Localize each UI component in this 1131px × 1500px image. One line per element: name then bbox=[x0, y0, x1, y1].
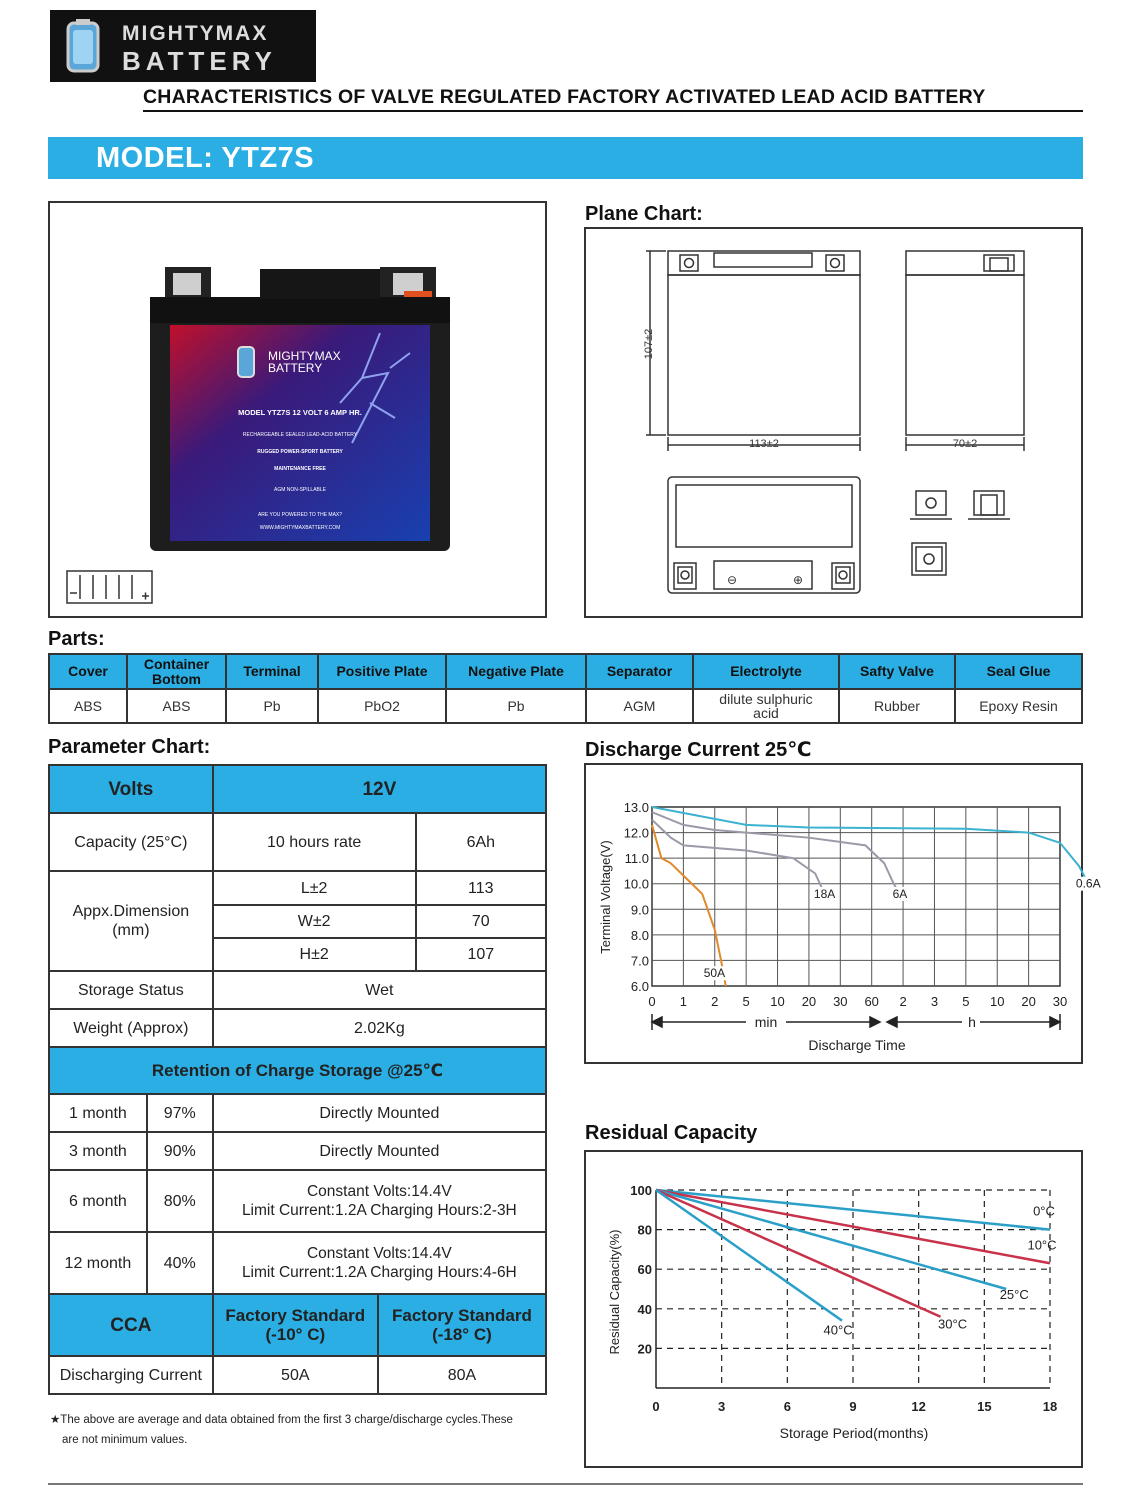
dim-length: 113±2 bbox=[749, 438, 779, 450]
weight-value: 2.02Kg bbox=[213, 1009, 546, 1047]
parts-title: Parts: bbox=[48, 628, 105, 650]
parts-header-cell: Electrolyte bbox=[693, 654, 839, 689]
discharge-xlabel: Discharge Time bbox=[808, 1037, 906, 1053]
label-line2: RUGGED POWER-SPORT BATTERY bbox=[257, 449, 343, 455]
discharge-xtick-label: 10 bbox=[989, 994, 1005, 1009]
storage-label: Storage Status bbox=[49, 971, 213, 1009]
residual-xtick-label: 9 bbox=[849, 1399, 857, 1414]
label-line1: RECHARGEABLE SEALED LEAD-ACID BATTERY bbox=[242, 432, 358, 438]
capacity-label: Capacity (25°C) bbox=[49, 813, 213, 871]
discharge-ytick-label: 6.0 bbox=[630, 979, 649, 994]
parts-header-cell: Separator bbox=[586, 654, 693, 689]
param-storage-row bbox=[49, 971, 546, 1009]
retention-period: 12 month bbox=[49, 1232, 147, 1294]
parts-header-cell: Container Bottom bbox=[127, 654, 226, 689]
residual-series-40°C bbox=[656, 1190, 842, 1321]
retention-period: 1 month bbox=[49, 1094, 147, 1132]
label-brand1: MIGHTYMAX bbox=[268, 349, 341, 363]
discharge-plot-frame bbox=[652, 807, 1060, 986]
parts-header-cell: Terminal bbox=[226, 654, 318, 689]
discharge-xtick-label: 60 bbox=[864, 994, 879, 1009]
param-dimension-row bbox=[49, 871, 546, 905]
bottom-divider bbox=[48, 1483, 1083, 1485]
model-banner bbox=[48, 137, 1083, 179]
discharge-xtick-label: 5 bbox=[962, 994, 970, 1009]
discharge-ytick-label: 12.0 bbox=[623, 825, 649, 841]
parts-value-cell: PbO2 bbox=[318, 689, 446, 723]
retention-pct: 97% bbox=[147, 1094, 213, 1132]
dim-label: H±2 bbox=[213, 938, 416, 971]
discharge-ytick-label: 9.0 bbox=[630, 902, 649, 918]
residual-series-30°C bbox=[656, 1190, 941, 1317]
retention-pct: 80% bbox=[147, 1170, 213, 1232]
neg-terminal-symbol: ⊖ bbox=[727, 573, 738, 587]
residual-ytick-label: 40 bbox=[637, 1301, 652, 1317]
retention-pct: 40% bbox=[147, 1232, 213, 1294]
battery-photo-icon bbox=[50, 203, 545, 616]
label-website: WWW.MIGHTYMAXBATTERY.COM bbox=[259, 525, 341, 531]
label-model: MODEL YTZ7S 12 VOLT 6 AMP HR. bbox=[238, 408, 362, 417]
discharge-unit-min: min bbox=[754, 1014, 778, 1030]
parts-value-cell: Epoxy Resin bbox=[955, 689, 1082, 723]
retention-note bbox=[213, 1232, 546, 1294]
dim-value: 70 bbox=[416, 905, 546, 938]
residual-series-label: 0°C bbox=[1033, 1203, 1055, 1219]
parts-value-cell: ABS bbox=[49, 689, 127, 723]
discharge-series-label: 6A bbox=[892, 886, 908, 901]
label-line3: MAINTENANCE FREE bbox=[274, 466, 326, 472]
residual-xtick-label: 3 bbox=[718, 1399, 726, 1414]
capacity-rate: 10 hours rate bbox=[213, 813, 416, 871]
cca-standard-1-line2: (-10° C) bbox=[265, 1325, 326, 1344]
param-weight-row bbox=[49, 1009, 546, 1047]
dimension-label: Appx.Dimension (mm) bbox=[49, 871, 213, 971]
footnote-line2: are not minimum values. bbox=[62, 1434, 188, 1446]
discharge-xtick-label: 5 bbox=[742, 994, 750, 1009]
residual-series-label: 30°C bbox=[938, 1316, 968, 1332]
discharge-unit-h: h bbox=[968, 1014, 976, 1030]
volts-value: 12V bbox=[213, 765, 546, 813]
parts-header-row bbox=[49, 654, 1082, 689]
discharge-current-row bbox=[49, 1356, 546, 1394]
parts-value-cell: ABS bbox=[127, 689, 226, 723]
retention-note-line2: Limit Current:1.2A Charging Hours:4-6H bbox=[241, 1264, 517, 1281]
discharge-ylabel: Terminal Voltage(V) bbox=[598, 840, 613, 954]
retention-note-line1: Constant Volts:14.4V bbox=[306, 1183, 452, 1200]
discharge-xtick-label: 0 bbox=[648, 994, 656, 1009]
discharge-xtick-label: 1 bbox=[679, 994, 688, 1009]
param-capacity-row bbox=[49, 813, 546, 871]
discharge-ytick-label: 7.0 bbox=[630, 953, 649, 969]
discharge-ytick-label: 8.0 bbox=[630, 927, 649, 943]
discharge-ytick-label: 13.0 bbox=[623, 800, 649, 815]
discharge-xtick-label: 2 bbox=[711, 994, 719, 1009]
discharge-chart-series bbox=[652, 807, 1088, 986]
footnote bbox=[50, 1410, 550, 1450]
brand-line2: BATTERY bbox=[122, 46, 277, 76]
retention-note: Directly Mounted bbox=[213, 1094, 546, 1132]
parameter-table bbox=[48, 764, 547, 1395]
param-volts-row bbox=[49, 765, 546, 813]
discharge-xtick-label: 30 bbox=[1052, 994, 1068, 1009]
dim-value: 113 bbox=[416, 871, 546, 905]
cca-row bbox=[49, 1294, 546, 1356]
discharge-xtick-label: 10 bbox=[770, 994, 785, 1009]
weight-label: Weight (Approx) bbox=[49, 1009, 213, 1047]
residual-series-10°C bbox=[656, 1190, 1050, 1263]
retention-period: 3 month bbox=[49, 1132, 147, 1170]
residual-series-label: 40°C bbox=[823, 1322, 853, 1338]
plane-chart-title: Plane Chart: bbox=[585, 203, 703, 225]
brand-logo bbox=[50, 10, 316, 82]
storage-value: Wet bbox=[213, 971, 546, 1009]
discharge-series-18a bbox=[652, 820, 825, 894]
residual-series-label: 25°C bbox=[999, 1287, 1029, 1302]
volts-label: Volts bbox=[49, 765, 213, 813]
residual-chart-panel bbox=[584, 1150, 1083, 1468]
residual-chart-title: Residual Capacity bbox=[585, 1122, 758, 1144]
plane-chart-drawing bbox=[586, 229, 1081, 616]
dim-width: 70±2 bbox=[952, 438, 978, 450]
battery-image-panel bbox=[48, 201, 547, 618]
discharge-xtick-label: 20 bbox=[801, 994, 817, 1009]
discharge-chart-title: Discharge Current 25℃ bbox=[585, 739, 812, 761]
plane-chart-panel bbox=[584, 227, 1083, 618]
dim-label: L±2 bbox=[213, 871, 416, 905]
discharge-chart-grid bbox=[652, 807, 1060, 986]
parts-header-cell: Positive Plate bbox=[318, 654, 446, 689]
residual-series-25°C bbox=[656, 1190, 1006, 1289]
parts-value-cell: Pb bbox=[226, 689, 318, 723]
brand-line1: MIGHTYMAX bbox=[122, 22, 269, 45]
label-slogan: ARE YOU POWERED TO THE MAX? bbox=[257, 512, 343, 518]
retention-note: Directly Mounted bbox=[213, 1132, 546, 1170]
discharge-xtick-label: 20 bbox=[1021, 994, 1036, 1009]
residual-ytick-label: 60 bbox=[637, 1262, 652, 1278]
residual-xtick-label: 12 bbox=[911, 1399, 926, 1414]
discharge-chart bbox=[586, 765, 1101, 1062]
pos-terminal-symbol: ⊕ bbox=[793, 573, 804, 587]
polarity-diagram-icon bbox=[67, 571, 152, 603]
page-headline: CHARACTERISTICS OF VALVE REGULATED FACTORY ACTIVATED LEAD ACID BATTERY bbox=[143, 86, 986, 108]
residual-ylabel: Residual Capacity(%) bbox=[607, 1229, 622, 1355]
residual-xtick-label: 0 bbox=[652, 1399, 660, 1414]
retention-note bbox=[213, 1170, 546, 1232]
parts-value-row bbox=[49, 689, 1082, 723]
parameter-chart-title: Parameter Chart: bbox=[48, 736, 211, 758]
capacity-value: 6Ah bbox=[416, 813, 546, 871]
discharge-ytick-label: 10.0 bbox=[623, 876, 649, 892]
headline-divider bbox=[143, 110, 1083, 112]
retention-pct: 90% bbox=[147, 1132, 213, 1170]
residual-ytick-label: 20 bbox=[637, 1341, 652, 1357]
retention-period: 6 month bbox=[49, 1170, 147, 1232]
parts-value-cell: Pb bbox=[446, 689, 586, 723]
parts-header-cell: Seal Glue bbox=[955, 654, 1082, 689]
residual-chart bbox=[586, 1152, 1081, 1466]
dim-label: W±2 bbox=[213, 905, 416, 938]
parts-value-cell: AGM bbox=[586, 689, 693, 723]
cca-label: CCA bbox=[49, 1294, 213, 1356]
retention-note-line1: Constant Volts:14.4V bbox=[306, 1245, 452, 1262]
battery-cell-icon bbox=[60, 18, 106, 74]
discharge-series-label: 50A bbox=[703, 966, 726, 981]
cca-standard-2-line1: Factory Standard bbox=[392, 1306, 532, 1325]
discharge-xtick-label: 3 bbox=[930, 994, 939, 1009]
dim-value: 107 bbox=[416, 938, 546, 971]
model-title: MODEL: YTZ7S bbox=[96, 142, 315, 174]
residual-ytick-label: 80 bbox=[637, 1222, 652, 1238]
discharge-label: Discharging Current bbox=[49, 1356, 213, 1394]
parts-value-cell: Rubber bbox=[839, 689, 955, 723]
discharge-series-0.6a bbox=[652, 807, 1088, 884]
discharge-xtick-label: 2 bbox=[899, 994, 907, 1009]
parts-value-cell: dilute sulphuric acid bbox=[693, 689, 839, 723]
discharge-series-label: 0.6A bbox=[1075, 876, 1101, 891]
residual-xlabel: Storage Period(months) bbox=[779, 1425, 929, 1441]
residual-ytick-label: 100 bbox=[630, 1183, 652, 1198]
residual-xtick-label: 15 bbox=[977, 1399, 992, 1414]
residual-series-label: 10°C bbox=[1027, 1237, 1057, 1253]
discharge-ytick-label: 11.0 bbox=[624, 851, 649, 867]
discharge-chart-labels bbox=[624, 800, 1103, 1009]
retention-row bbox=[49, 1232, 546, 1294]
cca-standard-1-line1: Factory Standard bbox=[225, 1306, 366, 1325]
dim-height: 107±2 bbox=[643, 328, 655, 360]
residual-chart-grid bbox=[656, 1190, 1050, 1388]
discharge-value: 50A bbox=[213, 1356, 378, 1394]
label-line4: AGM NON-SPILLABLE bbox=[274, 487, 326, 493]
parts-header-cell: Negative Plate bbox=[446, 654, 586, 689]
cca-standard-2 bbox=[378, 1294, 546, 1356]
parts-header-cell: Cover bbox=[49, 654, 127, 689]
retention-row bbox=[49, 1170, 546, 1232]
label-brand2: BATTERY bbox=[268, 361, 323, 375]
cca-standard-2-line2: (-18° C) bbox=[432, 1325, 492, 1344]
retention-title: Retention of Charge Storage @25℃ bbox=[49, 1047, 546, 1094]
retention-row bbox=[49, 1132, 546, 1170]
discharge-value: 80A bbox=[378, 1356, 546, 1394]
residual-xtick-label: 18 bbox=[1042, 1399, 1058, 1414]
retention-row bbox=[49, 1094, 546, 1132]
retention-header-row bbox=[49, 1047, 546, 1094]
cca-standard-1 bbox=[213, 1294, 378, 1356]
parts-table bbox=[48, 653, 1083, 724]
parts-header-cell: Safty Valve bbox=[839, 654, 955, 689]
discharge-series-label: 18A bbox=[813, 886, 836, 901]
retention-note-line2: Limit Current:1.2A Charging Hours:2-3H bbox=[241, 1202, 517, 1219]
residual-xtick-label: 6 bbox=[783, 1399, 791, 1414]
discharge-chart-panel bbox=[584, 763, 1101, 1064]
discharge-xtick-label: 30 bbox=[833, 994, 848, 1009]
footnote-line1: ★The above are average and data obtained from the first 3 charge/discharge cycles.These bbox=[50, 1414, 513, 1426]
